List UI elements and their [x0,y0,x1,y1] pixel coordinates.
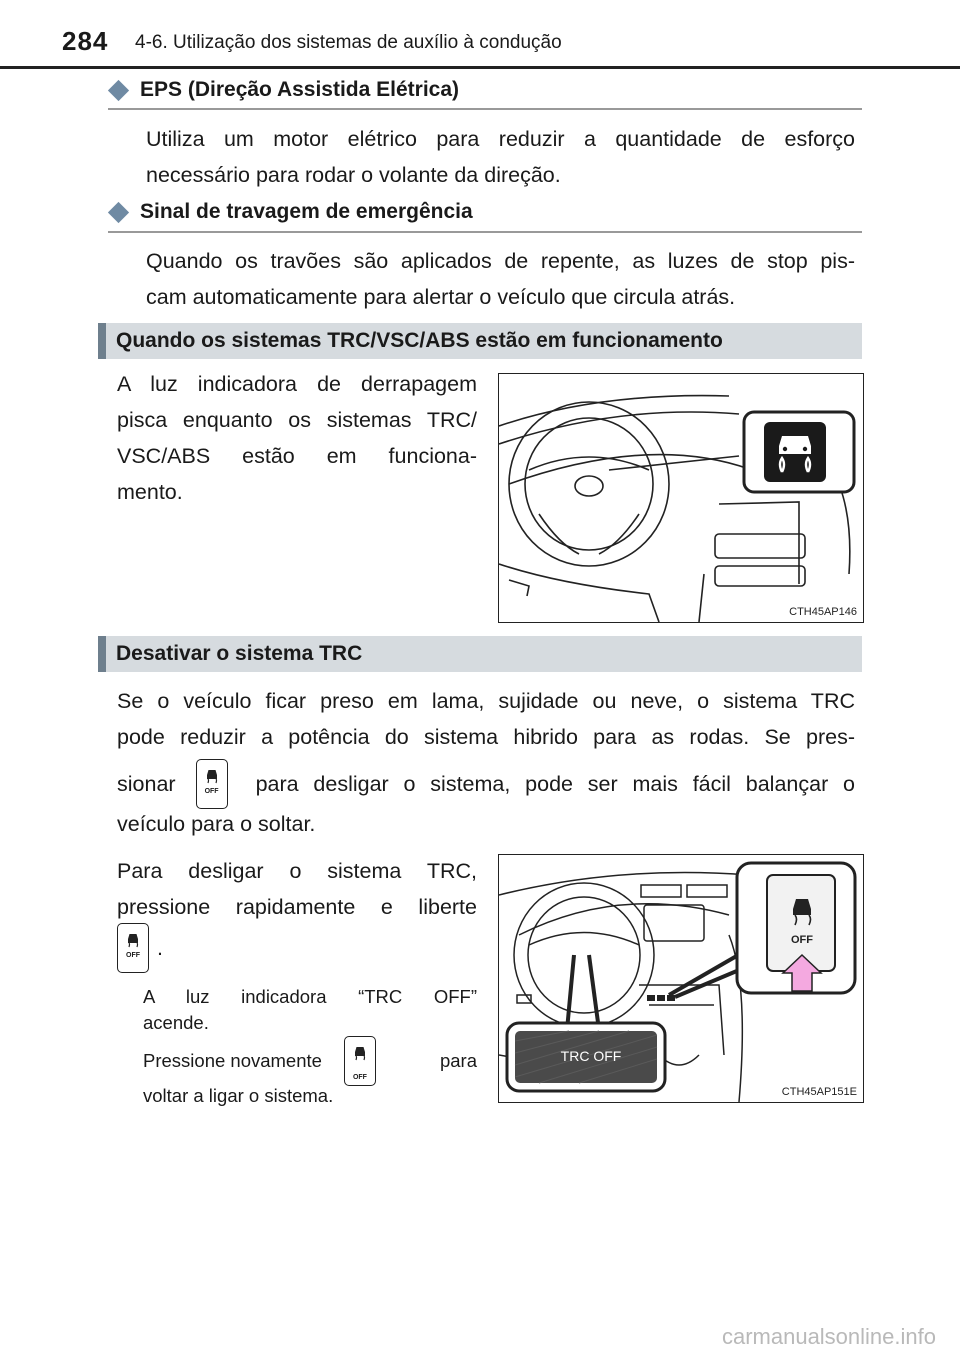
watermark: carmanualsonline.info [721,1324,936,1349]
brake-signal-heading [108,200,473,224]
eps-rule [108,108,862,110]
dashboard-drawing [499,374,863,622]
off-label: OFF [791,934,813,946]
figure-code-1: CTH45AP146 [789,606,857,618]
dashboard-illustration-1 [498,373,864,623]
dashboard-illustration-2 [498,854,864,1103]
trc-off-button-icon [344,1036,376,1086]
trc-off-indicator-text: TRC OFF [560,1048,622,1064]
off-label: OFF [204,788,219,795]
disable-line-3-after: para desligar o sistema, pode ser mais fácil balançar o [255,771,855,796]
press-line: pressione rapidamente e liberte [117,895,477,919]
note-2-after: para [439,1050,477,1071]
active-body-line: VSC/ABS estão em funciona- [117,444,477,468]
press-end: . [157,935,163,960]
brake-body-line: cam automaticamente para alertar o veículo que circula atrás. [146,285,736,309]
active-body-line: A luz indicadora de derrapagem [117,372,477,396]
eps-body-line: necessário para rodar o volante da direção. [146,163,561,187]
figure-code-2: CTH45AP151E [781,1086,857,1098]
brake-body-line: Quando os travões são aplicados de repente, as luzes de stop pis- [146,249,855,273]
trc-off-button-icon [117,923,149,973]
running-head: 4-6. Utilização dos sistemas de auxílio à condução [135,32,562,53]
note-2-line-2: voltar a ligar o sistema. [143,1085,334,1106]
note-1-line: A luz indicadora “TRC OFF” [143,986,477,1007]
eps-heading [108,78,459,102]
press-line: Para desligar o sistema TRC, [117,859,477,883]
section-disable-band: Desativar o sistema TRC [98,636,862,672]
disable-line-3-before: sionar [117,771,176,796]
disable-line-3 [117,754,855,814]
active-body-line: mento. [117,480,183,504]
active-body-line: pisca enquanto os sistemas TRC/ [117,408,477,432]
disable-body-line: Se o veículo ficar preso em lama, sujidade ou neve, o sistema TRC [117,689,855,713]
press-instructions [117,853,477,925]
note-1-line: acende. [143,1012,209,1033]
diamond-bullet-icon [108,79,129,100]
diamond-bullet-icon [108,201,129,222]
trc-off-button-icon [196,759,228,809]
disable-line-4: veículo para o soltar. [117,812,316,836]
section-active-band: Quando os sistemas TRC/VSC/ABS estão em funcionamento [98,323,862,359]
section-active-body [117,366,477,510]
brake-signal-rule [108,231,862,233]
note-2-row [143,1036,477,1086]
note-1 [143,984,477,1036]
note-2-before: Pressione novamente [143,1050,322,1071]
slip-indicator-icon [779,436,811,454]
press-line-icon-row [117,923,163,973]
off-label: OFF [126,952,140,959]
dashboard-drawing-2 [499,855,863,1102]
eps-heading-text: EPS (Direção Assistida Elétrica) [140,78,460,101]
eps-body-line: Utiliza um motor elétrico para reduzir a quantidade de esforço [146,127,855,151]
brake-signal-heading-text: Sinal de travagem de emergência [140,200,473,223]
section-disable-body [117,683,855,755]
page-number: 284 [62,26,109,56]
brake-signal-body [146,243,855,315]
off-label: OFF [352,1074,367,1081]
header-rule [0,66,960,69]
disable-body-line: pode reduzir a potência do sistema hibrido para as rodas. Se pres- [117,725,855,749]
eps-body [146,121,855,193]
